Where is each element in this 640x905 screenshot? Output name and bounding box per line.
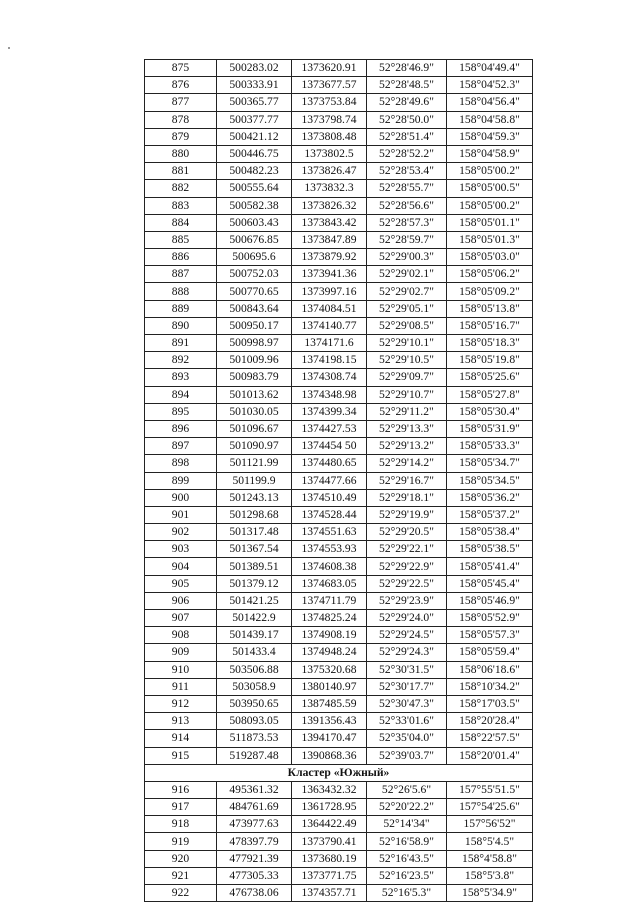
cell-lon: 158°05'25.6": [447, 369, 533, 386]
cell-x: 501439.17: [217, 627, 292, 644]
table-row: [145, 575, 533, 592]
cell-num: 902: [145, 524, 217, 541]
cell-lon: 158°05'37.2": [447, 506, 533, 523]
cell-lon: 158°05'38.4": [447, 524, 533, 541]
cell-x: 500676.85: [217, 231, 292, 248]
cell-lat: 52°39'03.7": [367, 747, 447, 764]
cell-lon: 158°06'18.6": [447, 661, 533, 678]
cell-num: 900: [145, 489, 217, 506]
cell-y: 1373826.32: [292, 197, 367, 214]
cell-y: 1373753.84: [292, 94, 367, 111]
cell-lon: 157°54'25.6": [447, 799, 533, 816]
cell-num: 905: [145, 575, 217, 592]
cell-lon: 158°05'19.8": [447, 352, 533, 369]
cell-lon: 158°5'34.9": [447, 885, 533, 902]
cell-x: 500555.64: [217, 180, 292, 197]
cell-y: 1374427.53: [292, 420, 367, 437]
cell-lat: 52°28'56.6": [367, 197, 447, 214]
cell-x: 501422.9: [217, 610, 292, 627]
cell-y: 1373832.3: [292, 180, 367, 197]
table-row: [145, 231, 533, 248]
cell-y: 1373997.16: [292, 283, 367, 300]
cell-y: 1374528.44: [292, 506, 367, 523]
cell-num: 916: [145, 781, 217, 798]
cell-lat: 52°29'10.7": [367, 386, 447, 403]
cell-num: 892: [145, 352, 217, 369]
cell-y: 1374399.34: [292, 403, 367, 420]
cell-y: 1374198.15: [292, 352, 367, 369]
cell-num: 890: [145, 317, 217, 334]
cell-y: 1380140.97: [292, 678, 367, 695]
table-row: [145, 472, 533, 489]
cell-num: 922: [145, 885, 217, 902]
cell-lat: 52°29'24.3": [367, 644, 447, 661]
cell-num: 901: [145, 506, 217, 523]
table-row: [145, 300, 533, 317]
cell-lon: 158°05'57.3": [447, 627, 533, 644]
cell-lat: 52°30'17.7": [367, 678, 447, 695]
table-row: [145, 369, 533, 386]
cell-lon: 158°04'52.3": [447, 77, 533, 94]
cell-lon: 158°05'46.9": [447, 592, 533, 609]
cell-num: 910: [145, 661, 217, 678]
cell-x: 501389.51: [217, 558, 292, 575]
table-row: [145, 180, 533, 197]
cell-y: 1374348.98: [292, 386, 367, 403]
cell-y: 1373879.92: [292, 249, 367, 266]
cell-x: 500283.02: [217, 60, 292, 77]
cell-x: 476738.06: [217, 885, 292, 902]
table-row: [145, 94, 533, 111]
cell-lat: 52°35'04.0": [367, 730, 447, 747]
cell-lat: 52°29'05.1": [367, 300, 447, 317]
cell-num: 882: [145, 180, 217, 197]
cluster-header-row: [145, 764, 533, 781]
cell-x: 501121.99: [217, 455, 292, 472]
cell-lon: 158°4'58.8": [447, 850, 533, 867]
cell-num: 880: [145, 145, 217, 162]
cell-y: 1373620.91: [292, 60, 367, 77]
cell-y: 1373790.41: [292, 833, 367, 850]
cell-lat: 52°29'11.2": [367, 403, 447, 420]
cell-x: 500770.65: [217, 283, 292, 300]
table-row: [145, 833, 533, 850]
table-row: [145, 335, 533, 352]
table-row: [145, 317, 533, 334]
cell-x: 500752.03: [217, 266, 292, 283]
cell-y: 1374477.66: [292, 472, 367, 489]
table-row: [145, 403, 533, 420]
cell-num: 907: [145, 610, 217, 627]
cell-x: 500998.97: [217, 335, 292, 352]
cell-y: 1374948.24: [292, 644, 367, 661]
cell-lat: 52°29'10.1": [367, 335, 447, 352]
cell-x: 500446.75: [217, 145, 292, 162]
cell-lon: 158°05'00.5": [447, 180, 533, 197]
cell-lat: 52°29'23.9": [367, 592, 447, 609]
cell-y: 1373798.74: [292, 111, 367, 128]
cell-y: 1391356.43: [292, 713, 367, 730]
cell-y: 1374711.79: [292, 592, 367, 609]
cell-y: 1374480.65: [292, 455, 367, 472]
cell-lat: 52°29'20.5": [367, 524, 447, 541]
cell-x: 503058.9: [217, 678, 292, 695]
cell-y: 1363432.32: [292, 781, 367, 798]
cell-x: 501090.97: [217, 438, 292, 455]
cell-lat: 52°28'48.5": [367, 77, 447, 94]
cell-lat: 52°29'16.7": [367, 472, 447, 489]
table-row: [145, 678, 533, 695]
cell-num: 898: [145, 455, 217, 472]
cell-lon: 158°04'58.9": [447, 145, 533, 162]
cell-lat: 52°29'00.3": [367, 249, 447, 266]
cell-num: 915: [145, 747, 217, 764]
cell-lat: 52°16'5.3": [367, 885, 447, 902]
cell-lon: 158°05'34.7": [447, 455, 533, 472]
cell-num: 920: [145, 850, 217, 867]
cell-y: 1390868.36: [292, 747, 367, 764]
cell-num: 917: [145, 799, 217, 816]
cell-lon: 158°04'59.3": [447, 128, 533, 145]
table-row: [145, 506, 533, 523]
cell-x: 519287.48: [217, 747, 292, 764]
table-row: [145, 249, 533, 266]
cell-y: 1374171.6: [292, 335, 367, 352]
cell-x: 484761.69: [217, 799, 292, 816]
table-row: [145, 867, 533, 884]
cell-num: 887: [145, 266, 217, 283]
cell-lat: 52°16'43.5": [367, 850, 447, 867]
cell-lat: 52°28'49.6": [367, 94, 447, 111]
table-row: [145, 489, 533, 506]
table-row: [145, 197, 533, 214]
cell-y: 1374454 50: [292, 438, 367, 455]
cell-num: 884: [145, 214, 217, 231]
cell-x: 500603.43: [217, 214, 292, 231]
cell-lat: 52°16'23.5": [367, 867, 447, 884]
table-row: [145, 781, 533, 798]
cell-num: 921: [145, 867, 217, 884]
cell-lat: 52°29'02.7": [367, 283, 447, 300]
cell-num: 906: [145, 592, 217, 609]
cell-x: 500421.12: [217, 128, 292, 145]
cell-x: 501298.68: [217, 506, 292, 523]
cell-num: 881: [145, 163, 217, 180]
cell-num: 897: [145, 438, 217, 455]
table-row: [145, 352, 533, 369]
cell-x: 501009.96: [217, 352, 292, 369]
cell-x: 501379.12: [217, 575, 292, 592]
cell-x: 500582.38: [217, 197, 292, 214]
cell-lat: 52°28'51.4": [367, 128, 447, 145]
cluster-title: Кластер «Южный»: [145, 764, 533, 781]
cell-lat: 52°30'47.3": [367, 695, 447, 712]
cell-x: 503950.65: [217, 695, 292, 712]
cell-y: 1394170.47: [292, 730, 367, 747]
cell-lon: 158°05'41.4": [447, 558, 533, 575]
table-body-part2: [145, 781, 533, 901]
cell-lon: 158°05'59.4": [447, 644, 533, 661]
cell-lat: 52°26'5.6": [367, 781, 447, 798]
cell-x: 501096.67: [217, 420, 292, 437]
cell-lon: 158°5'4.5": [447, 833, 533, 850]
cell-lat: 52°29'24.5": [367, 627, 447, 644]
cell-x: 500333.91: [217, 77, 292, 94]
cell-num: 893: [145, 369, 217, 386]
cell-num: 912: [145, 695, 217, 712]
cell-y: 1374308.74: [292, 369, 367, 386]
cell-lon: 158°05'36.2": [447, 489, 533, 506]
cell-num: 885: [145, 231, 217, 248]
table-row: [145, 77, 533, 94]
cell-lon: 157°55'51.5": [447, 781, 533, 798]
cell-y: 1373802.5: [292, 145, 367, 162]
cell-lon: 158°05'09.2": [447, 283, 533, 300]
cell-y: 1374553.93: [292, 541, 367, 558]
cell-lon: 158°05'00.2": [447, 197, 533, 214]
table-row: [145, 713, 533, 730]
cell-x: 501421.25: [217, 592, 292, 609]
cell-num: 896: [145, 420, 217, 437]
cell-lat: 52°20'22.2": [367, 799, 447, 816]
cell-x: 473977.63: [217, 816, 292, 833]
cell-num: 911: [145, 678, 217, 695]
cell-lon: 158°05'45.4": [447, 575, 533, 592]
cell-x: 501317.48: [217, 524, 292, 541]
cell-num: 883: [145, 197, 217, 214]
cell-x: 500950.17: [217, 317, 292, 334]
cell-lon: 158°05'01.3": [447, 231, 533, 248]
table-row: [145, 610, 533, 627]
table-row: [145, 661, 533, 678]
cell-lon: 158°04'58.8": [447, 111, 533, 128]
table-row: [145, 695, 533, 712]
table-row: [145, 386, 533, 403]
cell-lat: 52°28'59.7": [367, 231, 447, 248]
cell-lat: 52°28'46.9": [367, 60, 447, 77]
table-row: [145, 592, 533, 609]
cell-lon: 158°05'18.3": [447, 335, 533, 352]
cell-y: 1374608.38: [292, 558, 367, 575]
cell-y: 1373843.42: [292, 214, 367, 231]
cell-x: 503506.88: [217, 661, 292, 678]
cell-num: 895: [145, 403, 217, 420]
cell-lat: 52°28'50.0": [367, 111, 447, 128]
cell-lon: 157°56'52": [447, 816, 533, 833]
coordinates-table: [144, 59, 533, 902]
table-row: [145, 111, 533, 128]
cell-num: 886: [145, 249, 217, 266]
cell-lon: 158°17'03.5": [447, 695, 533, 712]
cell-y: 1374510.49: [292, 489, 367, 506]
cell-y: 1361728.95: [292, 799, 367, 816]
table-row: [145, 850, 533, 867]
cell-num: 877: [145, 94, 217, 111]
cell-y: 1387485.59: [292, 695, 367, 712]
cell-lat: 52°29'22.1": [367, 541, 447, 558]
table-row: [145, 816, 533, 833]
table-body-part1: [145, 60, 533, 765]
cell-x: 477921.39: [217, 850, 292, 867]
cell-x: 501199.9: [217, 472, 292, 489]
cell-x: 500983.79: [217, 369, 292, 386]
table-row: [145, 644, 533, 661]
table-row: [145, 627, 533, 644]
cell-lon: 158°22'57.5": [447, 730, 533, 747]
cell-y: 1374825.24: [292, 610, 367, 627]
cell-y: 1374084.51: [292, 300, 367, 317]
table-row: [145, 283, 533, 300]
cell-num: 903: [145, 541, 217, 558]
cell-num: 913: [145, 713, 217, 730]
cell-y: 1374683.05: [292, 575, 367, 592]
cell-lat: 52°30'31.5": [367, 661, 447, 678]
cell-num: 908: [145, 627, 217, 644]
table-row: [145, 266, 533, 283]
cell-num: 914: [145, 730, 217, 747]
cell-x: 477305.33: [217, 867, 292, 884]
cell-lon: 158°05'16.7": [447, 317, 533, 334]
cell-y: 1374140.77: [292, 317, 367, 334]
cell-lat: 52°29'13.3": [367, 420, 447, 437]
cell-lat: 52°29'19.9": [367, 506, 447, 523]
scan-speck: [8, 47, 10, 49]
cell-num: 918: [145, 816, 217, 833]
cell-y: 1373826.47: [292, 163, 367, 180]
cell-lat: 52°29'13.2": [367, 438, 447, 455]
cell-num: 899: [145, 472, 217, 489]
table-row: [145, 747, 533, 764]
cell-x: 478397.79: [217, 833, 292, 850]
cell-num: 894: [145, 386, 217, 403]
cell-lon: 158°05'34.5": [447, 472, 533, 489]
cell-lat: 52°29'24.0": [367, 610, 447, 627]
cell-lon: 158°05'01.1": [447, 214, 533, 231]
cell-num: 891: [145, 335, 217, 352]
cell-x: 500695.6: [217, 249, 292, 266]
cell-num: 888: [145, 283, 217, 300]
cell-num: 875: [145, 60, 217, 77]
cell-lat: 52°29'18.1": [367, 489, 447, 506]
cell-num: 879: [145, 128, 217, 145]
cell-lon: 158°05'33.3": [447, 438, 533, 455]
cell-num: 889: [145, 300, 217, 317]
cell-lat: 52°29'08.5": [367, 317, 447, 334]
table-row: [145, 145, 533, 162]
cell-x: 511873.53: [217, 730, 292, 747]
cell-y: 1373771.75: [292, 867, 367, 884]
table-row: [145, 455, 533, 472]
cell-num: 904: [145, 558, 217, 575]
table-row: [145, 730, 533, 747]
cell-lon: 158°05'13.8": [447, 300, 533, 317]
cell-lat: 52°29'02.1": [367, 266, 447, 283]
cell-y: 1374908.19: [292, 627, 367, 644]
cell-x: 495361.32: [217, 781, 292, 798]
cell-lat: 52°29'22.5": [367, 575, 447, 592]
cell-x: 508093.05: [217, 713, 292, 730]
table-row: [145, 163, 533, 180]
cell-y: 1375320.68: [292, 661, 367, 678]
cluster-header-section: [145, 764, 533, 781]
cell-x: 501013.62: [217, 386, 292, 403]
cell-y: 1373847.89: [292, 231, 367, 248]
cell-x: 501367.54: [217, 541, 292, 558]
cell-lon: 158°05'38.5": [447, 541, 533, 558]
table-row: [145, 438, 533, 455]
cell-lon: 158°20'01.4": [447, 747, 533, 764]
cell-lon: 158°05'06.2": [447, 266, 533, 283]
cell-num: 876: [145, 77, 217, 94]
cell-lat: 52°28'53.4": [367, 163, 447, 180]
cell-y: 1373808.48: [292, 128, 367, 145]
cell-lon: 158°05'52.9": [447, 610, 533, 627]
cell-num: 909: [145, 644, 217, 661]
cell-lat: 52°28'55.7": [367, 180, 447, 197]
cell-lon: 158°05'03.0": [447, 249, 533, 266]
cell-lat: 52°28'57.3": [367, 214, 447, 231]
table-row: [145, 799, 533, 816]
cell-lat: 52°16'58.9": [367, 833, 447, 850]
cell-lat: 52°29'22.9": [367, 558, 447, 575]
cell-y: 1374551.63: [292, 524, 367, 541]
cell-lat: 52°14'34": [367, 816, 447, 833]
table-row: [145, 885, 533, 902]
table-row: [145, 60, 533, 77]
cell-x: 500365.77: [217, 94, 292, 111]
cell-x: 500482.23: [217, 163, 292, 180]
cell-x: 500843.64: [217, 300, 292, 317]
cell-num: 878: [145, 111, 217, 128]
cell-lon: 158°05'31.9": [447, 420, 533, 437]
cell-x: 501433.4: [217, 644, 292, 661]
cell-lon: 158°04'56.4": [447, 94, 533, 111]
cell-x: 500377.77: [217, 111, 292, 128]
table-row: [145, 128, 533, 145]
cell-lon: 158°05'30.4": [447, 403, 533, 420]
cell-lon: 158°05'00.2": [447, 163, 533, 180]
cell-lat: 52°29'14.2": [367, 455, 447, 472]
table-row: [145, 558, 533, 575]
table-row: [145, 420, 533, 437]
cell-y: 1373677.57: [292, 77, 367, 94]
cell-y: 1374357.71: [292, 885, 367, 902]
table-row: [145, 524, 533, 541]
cell-x: 501243.13: [217, 489, 292, 506]
cell-lon: 158°20'28.4": [447, 713, 533, 730]
cell-y: 1373941.36: [292, 266, 367, 283]
cell-y: 1373680.19: [292, 850, 367, 867]
cell-lat: 52°33'01.6": [367, 713, 447, 730]
cell-lon: 158°04'49.4": [447, 60, 533, 77]
cell-lon: 158°10'34.2": [447, 678, 533, 695]
cell-num: 919: [145, 833, 217, 850]
table-row: [145, 214, 533, 231]
cell-lat: 52°28'52.2": [367, 145, 447, 162]
cell-x: 501030.05: [217, 403, 292, 420]
cell-lon: 158°05'27.8": [447, 386, 533, 403]
cell-lat: 52°29'09.7": [367, 369, 447, 386]
cell-lon: 158°5'3.8": [447, 867, 533, 884]
cell-y: 1364422.49: [292, 816, 367, 833]
cell-lat: 52°29'10.5": [367, 352, 447, 369]
table-row: [145, 541, 533, 558]
